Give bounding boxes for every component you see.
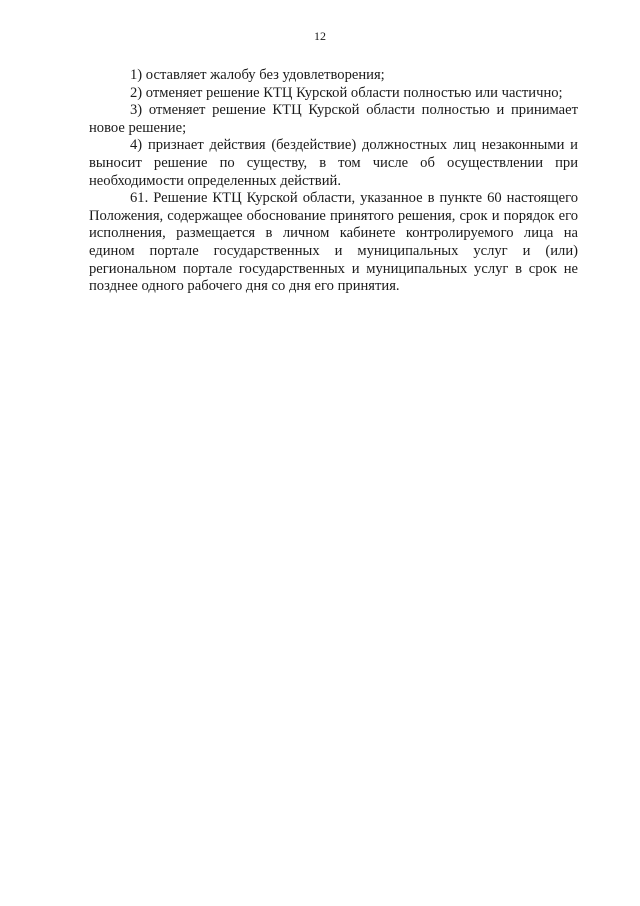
paragraph-61: 61. Решение КТЦ Курской области, указанное в пункте 60 настоящего Положения, содержащее обоснование принятого решения, срок и порядок его исполнения, размещается в личном кабинете контролируемого лица на едином портале государственных и муниципальных услуг и (или) региональном портале государственных и муниципальных услуг в срок не позднее одного рабочего дня со дня его принятия. [89, 190, 578, 295]
list-item-2: 2) отменяет решение КТЦ Курской области полностью или частично; [130, 84, 563, 101]
page-number: 12 [314, 29, 326, 43]
list-item-1: 1) оставляет жалобу без удовлетворения; [130, 67, 385, 83]
list-item-3: 3) отменяет решение КТЦ Курской области полностью и принимает новое решение; [89, 102, 578, 136]
document-body [89, 67, 578, 296]
list-item-4: 4) признает действия (бездействие) должностных лиц незаконными и выносит решение по существу, в том числе об осуществлении при необходимости определенных действий. [89, 137, 578, 189]
